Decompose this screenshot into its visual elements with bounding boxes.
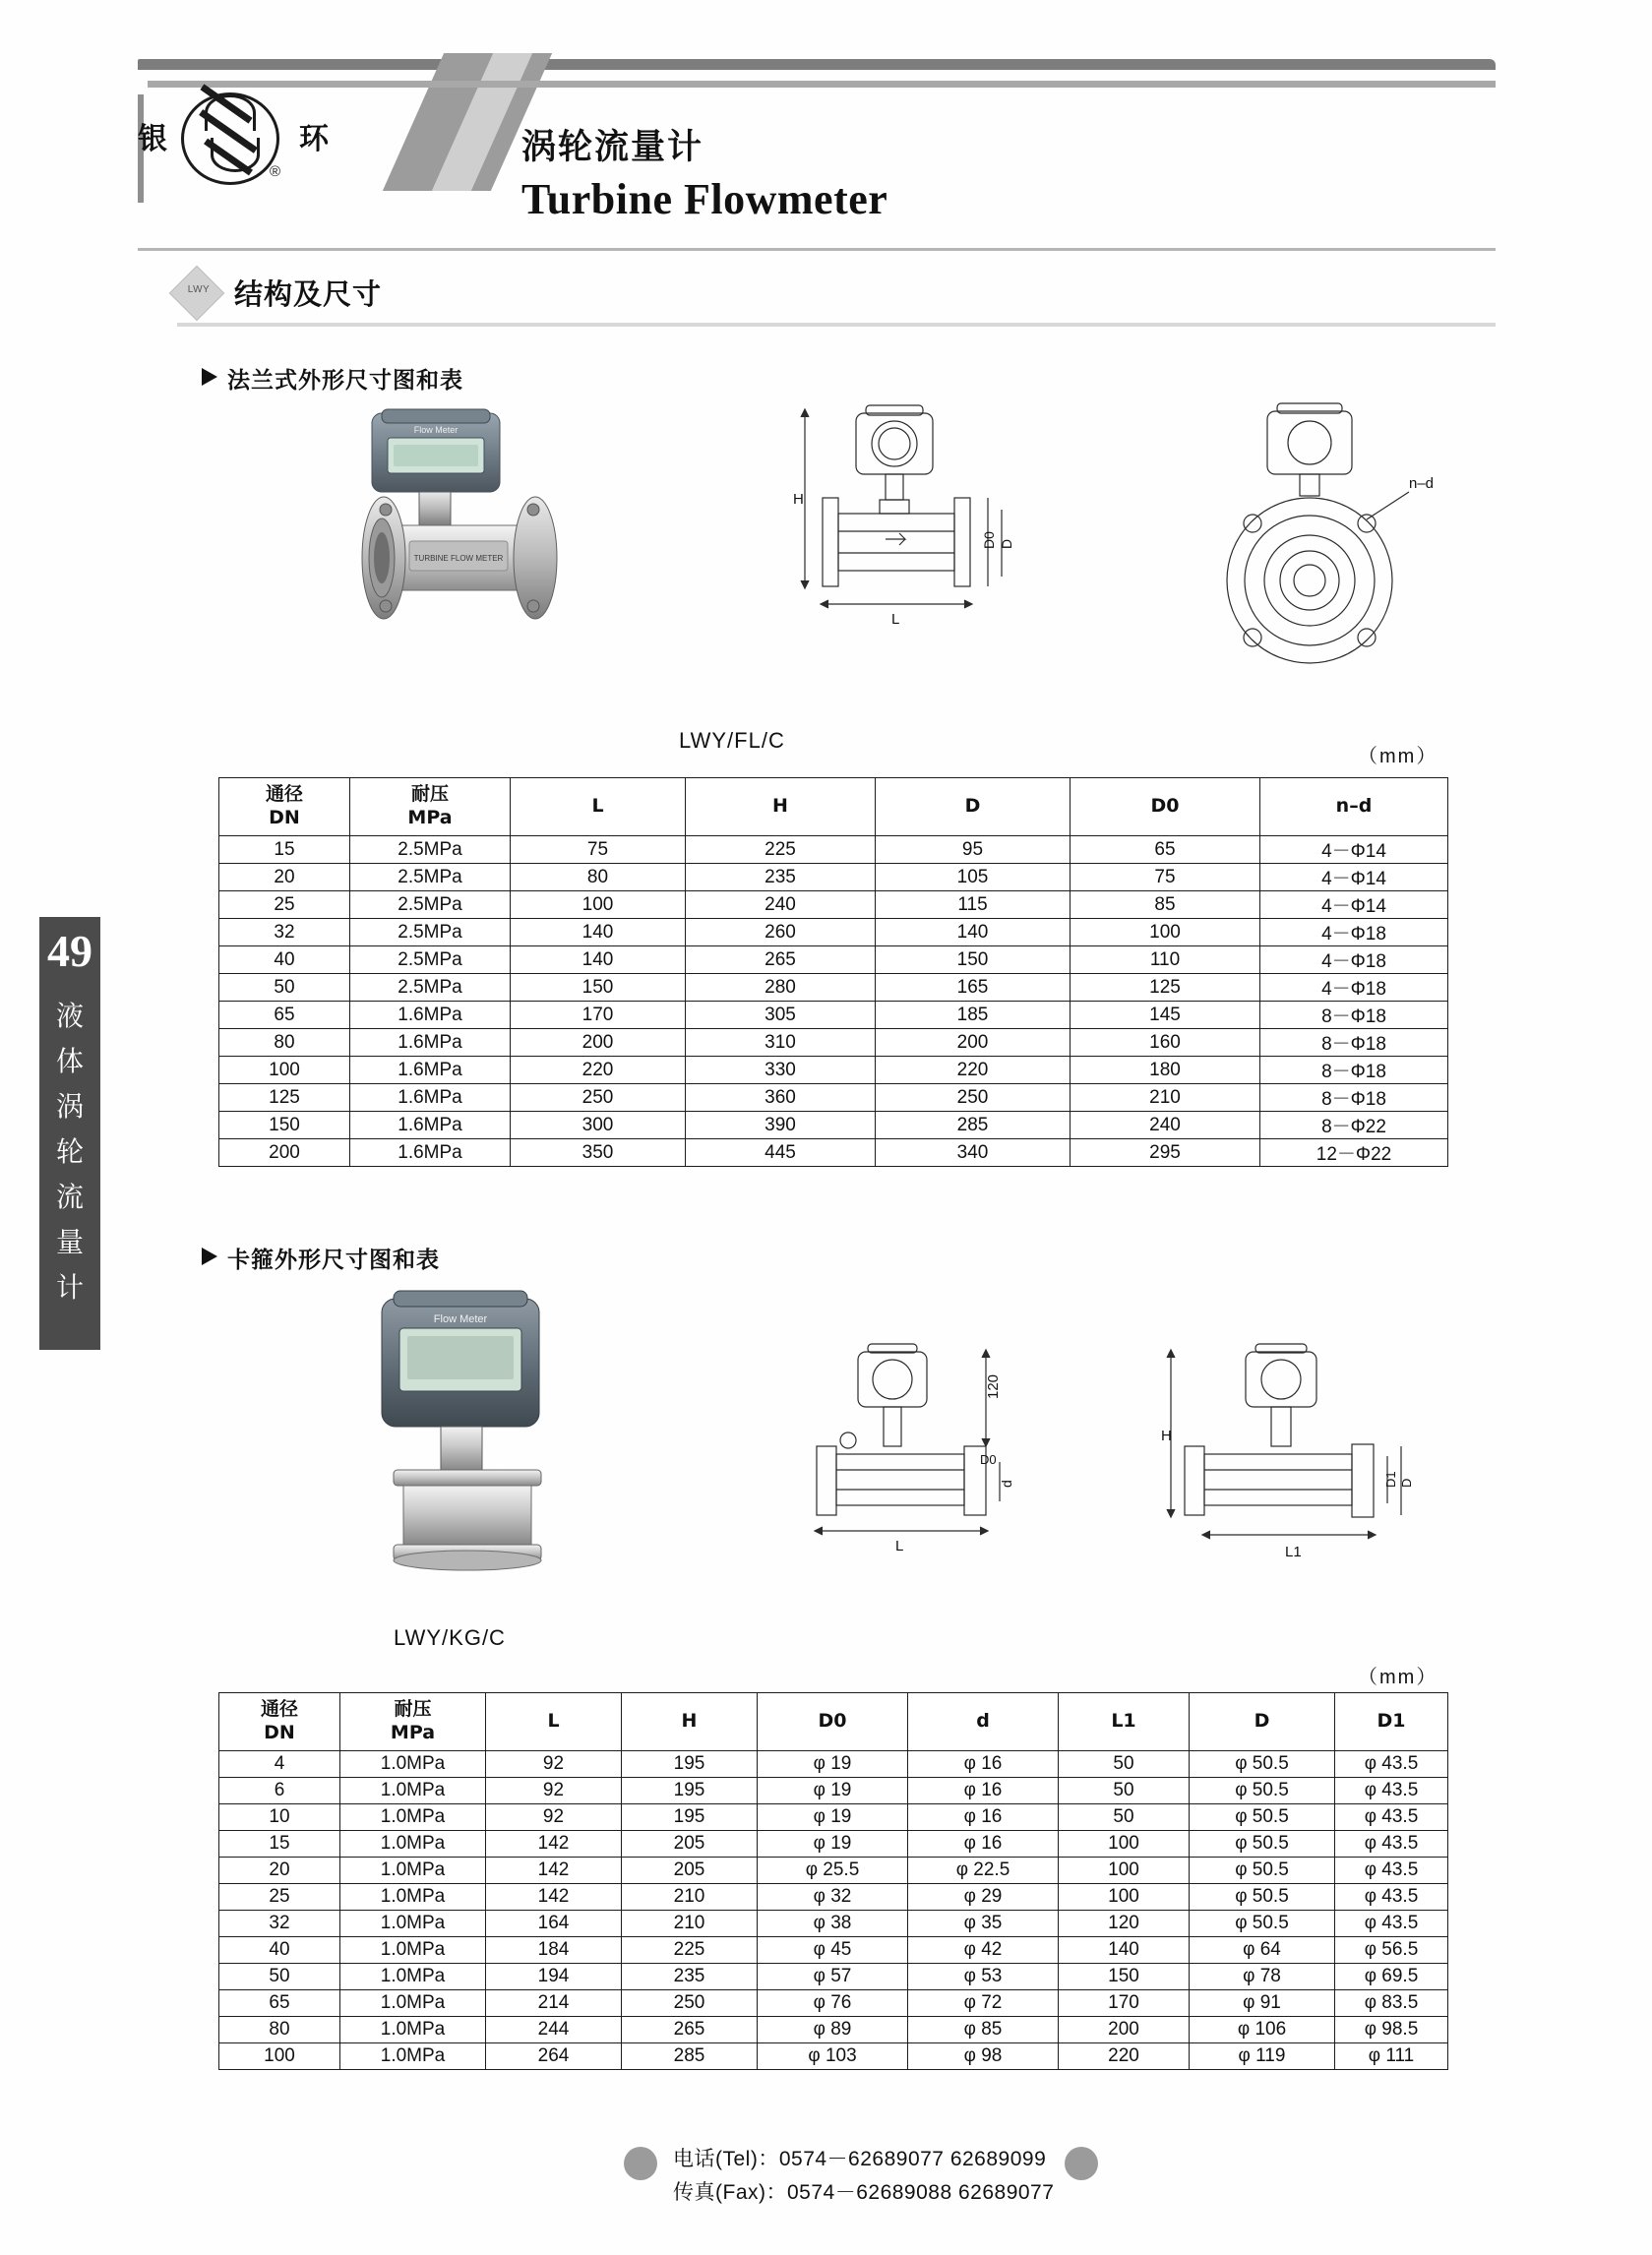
table-cell: 210: [622, 1884, 758, 1911]
table-cell: 1.0MPa: [340, 1964, 486, 1990]
side-tab: [39, 917, 100, 1350]
table-cell: 142: [486, 1884, 622, 1911]
table-cell: φ 85: [908, 2017, 1059, 2043]
table-cell: 250: [876, 1084, 1071, 1112]
subheading-clamp-label: 卡箍外形尺寸图和表: [227, 1248, 440, 1273]
table-cell: φ 16: [908, 1751, 1059, 1778]
table-cell: φ 42: [908, 1937, 1059, 1964]
table-cell: 220: [876, 1057, 1071, 1084]
registered-icon: ®: [270, 163, 281, 180]
triangle-bullet-icon-2: [202, 1248, 217, 1265]
table-cell: 390: [686, 1112, 876, 1139]
logo-text-right: 环: [299, 122, 329, 156]
table-cell: 2.5MPa: [350, 836, 511, 864]
table-cell: 235: [622, 1964, 758, 1990]
table-cell: 1.0MPa: [340, 2043, 486, 2070]
table-row: [219, 1057, 1448, 1084]
table-cell: 110: [1071, 946, 1260, 974]
table-row: [219, 1937, 1448, 1964]
table-cell: 260: [686, 919, 876, 946]
table-cell: 142: [486, 1858, 622, 1884]
table-cell: 50: [219, 1964, 340, 1990]
table-cell: 120: [1059, 1911, 1190, 1937]
svg-text:L: L: [891, 611, 900, 628]
table-cell: 92: [486, 1751, 622, 1778]
table-cell: 265: [622, 2017, 758, 2043]
col-mpa: 耐压 MPa: [350, 778, 511, 836]
table-cell: 1.0MPa: [340, 1751, 486, 1778]
flange-front-drawing: [1161, 394, 1456, 708]
table-row: [219, 1029, 1448, 1057]
table-cell: 340: [876, 1139, 1071, 1167]
side-tab-label: 液 体 涡 轮 流 量 计: [55, 1000, 84, 1304]
table-cell: 140: [511, 919, 686, 946]
svg-text:L: L: [895, 1538, 904, 1554]
table-cell: 1.0MPa: [340, 2017, 486, 2043]
table-row: [219, 1084, 1448, 1112]
svg-text:Flow Meter: Flow Meter: [413, 425, 459, 435]
table-row: [219, 1911, 1448, 1937]
table-cell: 125: [219, 1084, 350, 1112]
table-cell: φ 38: [758, 1911, 908, 1937]
table-cell: φ 72: [908, 1990, 1059, 2017]
table-cell: 15: [219, 836, 350, 864]
table-cell: 140: [1059, 1937, 1190, 1964]
flange-photo-caption: LWY/FL/C: [679, 728, 785, 753]
page-header: [0, 39, 1652, 223]
section-header: [177, 268, 1496, 321]
table-cell: 2.5MPa: [350, 891, 511, 919]
table-cell: 2.5MPa: [350, 919, 511, 946]
svg-text:D0: D0: [980, 1452, 997, 1467]
table-row: [219, 1858, 1448, 1884]
clamp-photo-caption: LWY/KG/C: [394, 1625, 506, 1650]
table-cell: φ 16: [908, 1804, 1059, 1831]
table-row: [219, 1778, 1448, 1804]
col-smalld: d: [908, 1693, 1059, 1751]
table-cell: 265: [686, 946, 876, 974]
table-cell: 200: [219, 1139, 350, 1167]
page-title-cn: 涡轮流量计: [521, 128, 704, 167]
col-l: L: [511, 778, 686, 836]
table-cell: φ 25.5: [758, 1858, 908, 1884]
svg-text:d: d: [999, 1480, 1014, 1488]
table-cell: 4－Φ14: [1260, 864, 1448, 891]
table-cell: φ 98: [908, 2043, 1059, 2070]
table-cell: 80: [219, 2017, 340, 2043]
table-cell: 50: [219, 974, 350, 1002]
table-cell: 225: [686, 836, 876, 864]
header-rule-top: [138, 59, 1496, 70]
col-h: H: [622, 1693, 758, 1751]
svg-text:TURBINE FLOW METER: TURBINE FLOW METER: [413, 554, 504, 563]
table-cell: 300: [511, 1112, 686, 1139]
table-row: [219, 1964, 1448, 1990]
table-cell: 100: [1059, 1831, 1190, 1858]
table-cell: 150: [219, 1112, 350, 1139]
table-cell: 1.0MPa: [340, 1804, 486, 1831]
table-cell: φ 106: [1190, 2017, 1335, 2043]
table-cell: 240: [686, 891, 876, 919]
table-cell: 100: [511, 891, 686, 919]
table-cell: 2.5MPa: [350, 864, 511, 891]
table-cell: φ 119: [1190, 2043, 1335, 2070]
table-cell: 210: [622, 1911, 758, 1937]
table-cell: φ 29: [908, 1884, 1059, 1911]
table-cell: 95: [876, 836, 1071, 864]
table-cell: 150: [1059, 1964, 1190, 1990]
table-cell: 20: [219, 1858, 340, 1884]
header-rule-bottom: [138, 248, 1496, 251]
table-cell: 100: [1059, 1884, 1190, 1911]
table-cell: 170: [1059, 1990, 1190, 2017]
svg-text:H: H: [793, 491, 804, 508]
table-cell: 235: [686, 864, 876, 891]
table-cell: 100: [219, 2043, 340, 2070]
clamp-meter-photo: [335, 1279, 630, 1614]
table-cell: 65: [219, 1990, 340, 2017]
table-cell: 92: [486, 1804, 622, 1831]
page-title-en: Turbine Flowmeter: [521, 175, 888, 223]
col-d0: D0: [758, 1693, 908, 1751]
table-cell: φ 16: [908, 1778, 1059, 1804]
company-logo: [138, 77, 433, 195]
table-cell: 65: [1071, 836, 1260, 864]
table-row: [219, 946, 1448, 974]
logo-text-left: 银: [138, 122, 167, 156]
svg-text:Flow Meter: Flow Meter: [433, 1313, 488, 1325]
table-row: [219, 1990, 1448, 2017]
col-d: D: [876, 778, 1071, 836]
table-cell: φ 76: [758, 1990, 908, 2017]
table-cell: 160: [1071, 1029, 1260, 1057]
table-cell: 100: [1059, 1858, 1190, 1884]
table-cell: 194: [486, 1964, 622, 1990]
table-cell: φ 16: [908, 1831, 1059, 1858]
table-cell: 264: [486, 2043, 622, 2070]
table-cell: φ 43.5: [1335, 1911, 1448, 1937]
table-cell: φ 45: [758, 1937, 908, 1964]
table-cell: φ 43.5: [1335, 1858, 1448, 1884]
table-cell: 250: [511, 1084, 686, 1112]
flange-side-drawing: [748, 394, 1043, 708]
table-cell: φ 98.5: [1335, 2017, 1448, 2043]
table-row: [219, 1112, 1448, 1139]
table-cell: φ 111: [1335, 2043, 1448, 2070]
table-cell: 1.0MPa: [340, 1831, 486, 1858]
table-cell: φ 50.5: [1190, 1804, 1335, 1831]
svg-text:D0: D0: [981, 531, 997, 549]
table-cell: 50: [1059, 1751, 1190, 1778]
col-mpa: 耐压 MPa: [340, 1693, 486, 1751]
table-cell: φ 43.5: [1335, 1804, 1448, 1831]
subheading-flange-label: 法兰式外形尺寸图和表: [227, 368, 463, 394]
table-row: [219, 2017, 1448, 2043]
table-cell: 205: [622, 1831, 758, 1858]
table-cell: 4－Φ18: [1260, 919, 1448, 946]
table-cell: 170: [511, 1002, 686, 1029]
table-row: [219, 1804, 1448, 1831]
svg-text:H: H: [1161, 1428, 1172, 1444]
table-cell: 4－Φ18: [1260, 946, 1448, 974]
clamp-dimension-table: [218, 1692, 1448, 2070]
table-cell: 310: [686, 1029, 876, 1057]
table-cell: 214: [486, 1990, 622, 2017]
flange-dimension-table: [218, 777, 1448, 1167]
table-cell: 75: [511, 836, 686, 864]
table-cell: 85: [1071, 891, 1260, 919]
table-cell: 1.6MPa: [350, 1112, 511, 1139]
table-cell: 350: [511, 1139, 686, 1167]
col-dn: 通径 DN: [219, 778, 350, 836]
table-cell: 250: [622, 1990, 758, 2017]
col-d: D: [1190, 1693, 1335, 1751]
table-row: [219, 1751, 1448, 1778]
table-cell: 205: [622, 1858, 758, 1884]
diamond-badge-label: LWY: [187, 284, 211, 295]
table-cell: 150: [876, 946, 1071, 974]
table-cell: φ 43.5: [1335, 1778, 1448, 1804]
table-row: [219, 864, 1448, 891]
col-nd: n–d: [1260, 778, 1448, 836]
section-underline: [177, 323, 1496, 327]
clamp-table-body: [219, 1751, 1448, 2070]
col-d1: D1: [1335, 1693, 1448, 1751]
table-cell: 8－Φ18: [1260, 1084, 1448, 1112]
clamp-drawing-1: [777, 1338, 1033, 1633]
svg-text:D: D: [1399, 1478, 1414, 1488]
table-cell: φ 57: [758, 1964, 908, 1990]
section-title: 结构及尺寸: [234, 277, 383, 311]
table-header-row: [219, 778, 1448, 836]
table-row: [219, 836, 1448, 864]
table-cell: φ 69.5: [1335, 1964, 1448, 1990]
table-cell: 185: [876, 1002, 1071, 1029]
table-cell: φ 50.5: [1190, 1858, 1335, 1884]
table-cell: 4－Φ14: [1260, 891, 1448, 919]
table-cell: 164: [486, 1911, 622, 1937]
clamp-drawing-2: [1141, 1338, 1417, 1633]
footer-dot-left-icon: [624, 2147, 657, 2180]
table-cell: 1.0MPa: [340, 1884, 486, 1911]
table-row: [219, 2043, 1448, 2070]
triangle-bullet-icon: [202, 368, 217, 386]
page-number: 49: [47, 926, 92, 976]
footer-fax: 传真(Fax)：0574－62689088 62689077: [673, 2181, 1055, 2204]
table-cell: 1.6MPa: [350, 1057, 511, 1084]
subheading-flange: [202, 362, 463, 395]
table-cell: 80: [219, 1029, 350, 1057]
table-cell: 142: [486, 1831, 622, 1858]
table-cell: 145: [1071, 1002, 1260, 1029]
table-cell: 4－Φ18: [1260, 974, 1448, 1002]
table-cell: φ 50.5: [1190, 1778, 1335, 1804]
col-d0: D0: [1071, 778, 1260, 836]
table-cell: φ 43.5: [1335, 1831, 1448, 1858]
flange-unit-note: （mm）: [1358, 746, 1438, 767]
table-cell: 2.5MPa: [350, 946, 511, 974]
col-h: H: [686, 778, 876, 836]
table-cell: φ 64: [1190, 1937, 1335, 1964]
flange-table-body: [219, 836, 1448, 1167]
table-cell: 20: [219, 864, 350, 891]
table-row: [219, 1884, 1448, 1911]
svg-text:120: 120: [985, 1373, 1002, 1399]
table-cell: φ 19: [758, 1751, 908, 1778]
svg-text:L1: L1: [1285, 1544, 1302, 1560]
table-cell: 12－Φ22: [1260, 1139, 1448, 1167]
table-cell: 6: [219, 1778, 340, 1804]
table-cell: 140: [511, 946, 686, 974]
table-cell: 105: [876, 864, 1071, 891]
logo-mark-icon: [175, 87, 291, 185]
table-cell: 445: [686, 1139, 876, 1167]
table-cell: 1.6MPa: [350, 1084, 511, 1112]
table-cell: φ 91: [1190, 1990, 1335, 2017]
table-cell: 75: [1071, 864, 1260, 891]
table-cell: 80: [511, 864, 686, 891]
table-cell: 240: [1071, 1112, 1260, 1139]
table-cell: 1.0MPa: [340, 1911, 486, 1937]
table-cell: 4－Φ14: [1260, 836, 1448, 864]
table-cell: 4: [219, 1751, 340, 1778]
table-cell: 8－Φ22: [1260, 1112, 1448, 1139]
table-cell: φ 43.5: [1335, 1751, 1448, 1778]
table-cell: φ 50.5: [1190, 1911, 1335, 1937]
table-cell: 140: [876, 919, 1071, 946]
table-cell: 1.0MPa: [340, 1937, 486, 1964]
table-cell: φ 22.5: [908, 1858, 1059, 1884]
table-cell: 200: [511, 1029, 686, 1057]
table-cell: 295: [1071, 1139, 1260, 1167]
table-cell: φ 103: [758, 2043, 908, 2070]
table-cell: 220: [511, 1057, 686, 1084]
table-row: [219, 1139, 1448, 1167]
table-cell: 210: [1071, 1084, 1260, 1112]
table-cell: 165: [876, 974, 1071, 1002]
table-cell: 25: [219, 891, 350, 919]
flange-meter-photo: [325, 394, 620, 708]
table-cell: 50: [1059, 1778, 1190, 1804]
table-row: [219, 1831, 1448, 1858]
table-cell: 195: [622, 1751, 758, 1778]
table-cell: 115: [876, 891, 1071, 919]
table-cell: 1.6MPa: [350, 1029, 511, 1057]
table-cell: φ 50.5: [1190, 1751, 1335, 1778]
table-cell: 10: [219, 1804, 340, 1831]
table-cell: φ 19: [758, 1778, 908, 1804]
table-cell: 125: [1071, 974, 1260, 1002]
svg-text:n–d: n–d: [1409, 475, 1435, 492]
table-cell: 220: [1059, 2043, 1190, 2070]
table-row: [219, 1002, 1448, 1029]
table-cell: φ 19: [758, 1831, 908, 1858]
table-cell: φ 78: [1190, 1964, 1335, 1990]
table-cell: 8－Φ18: [1260, 1057, 1448, 1084]
footer-telephone: 电话(Tel)：0574－62689077 62689099: [673, 2148, 1047, 2170]
table-cell: 25: [219, 1884, 340, 1911]
table-cell: 200: [1059, 2017, 1190, 2043]
svg-text:D1: D1: [1383, 1471, 1398, 1488]
table-cell: 195: [622, 1778, 758, 1804]
table-cell: φ 32: [758, 1884, 908, 1911]
table-cell: 40: [219, 1937, 340, 1964]
table-cell: 65: [219, 1002, 350, 1029]
table-cell: φ 35: [908, 1911, 1059, 1937]
table-cell: 92: [486, 1778, 622, 1804]
table-cell: 1.0MPa: [340, 1990, 486, 2017]
table-cell: φ 43.5: [1335, 1884, 1448, 1911]
clamp-unit-note: （mm）: [1358, 1667, 1438, 1688]
table-cell: 200: [876, 1029, 1071, 1057]
table-cell: 184: [486, 1937, 622, 1964]
table-cell: φ 83.5: [1335, 1990, 1448, 2017]
footer-dot-right-icon: [1065, 2147, 1098, 2180]
table-row: [219, 891, 1448, 919]
table-cell: φ 50.5: [1190, 1884, 1335, 1911]
col-dn: 通径 DN: [219, 1693, 340, 1751]
table-cell: 195: [622, 1804, 758, 1831]
col-l1: L1: [1059, 1693, 1190, 1751]
subheading-clamp: [202, 1242, 440, 1274]
table-cell: 32: [219, 919, 350, 946]
table-cell: 15: [219, 1831, 340, 1858]
table-cell: 244: [486, 2017, 622, 2043]
table-cell: 150: [511, 974, 686, 1002]
table-cell: 1.6MPa: [350, 1002, 511, 1029]
table-cell: φ 56.5: [1335, 1937, 1448, 1964]
col-l: L: [486, 1693, 622, 1751]
table-cell: 360: [686, 1084, 876, 1112]
page-footer: [0, 2125, 1652, 2233]
table-cell: 225: [622, 1937, 758, 1964]
table-cell: 2.5MPa: [350, 974, 511, 1002]
table-cell: 285: [876, 1112, 1071, 1139]
table-row: [219, 919, 1448, 946]
table-row: [219, 974, 1448, 1002]
table-cell: 50: [1059, 1804, 1190, 1831]
table-cell: 100: [219, 1057, 350, 1084]
table-cell: 180: [1071, 1057, 1260, 1084]
table-cell: φ 50.5: [1190, 1831, 1335, 1858]
table-cell: 40: [219, 946, 350, 974]
table-cell: 1.0MPa: [340, 1858, 486, 1884]
svg-text:D: D: [999, 538, 1014, 549]
table-cell: φ 19: [758, 1804, 908, 1831]
table-cell: 8－Φ18: [1260, 1002, 1448, 1029]
table-cell: 100: [1071, 919, 1260, 946]
table-cell: 32: [219, 1911, 340, 1937]
table-cell: 1.6MPa: [350, 1139, 511, 1167]
table-cell: 8－Φ18: [1260, 1029, 1448, 1057]
table-cell: φ 89: [758, 2017, 908, 2043]
table-cell: 330: [686, 1057, 876, 1084]
table-cell: 1.0MPa: [340, 1778, 486, 1804]
table-header-row: [219, 1693, 1448, 1751]
table-cell: 305: [686, 1002, 876, 1029]
table-cell: 280: [686, 974, 876, 1002]
table-cell: φ 53: [908, 1964, 1059, 1990]
table-cell: 285: [622, 2043, 758, 2070]
